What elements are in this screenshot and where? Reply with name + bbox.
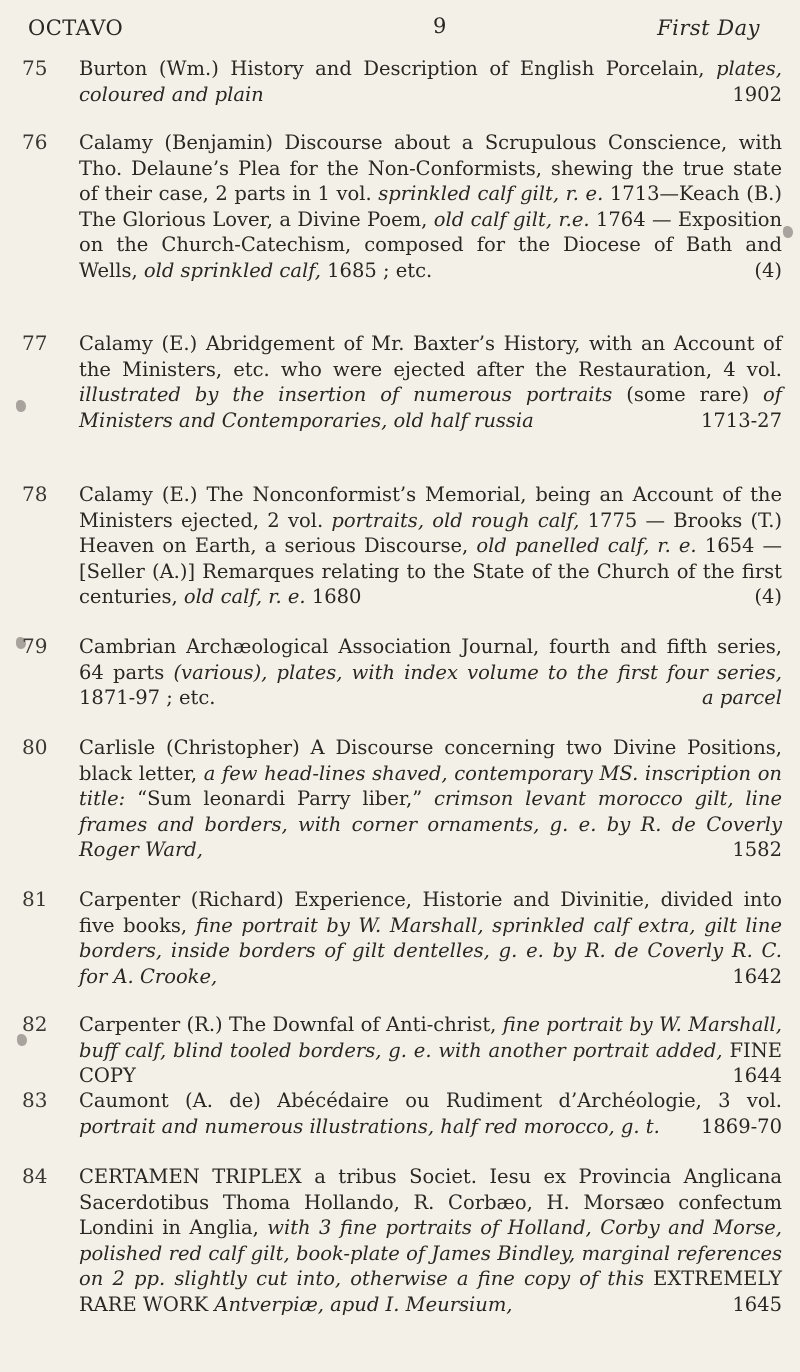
entry-author: Calamy (E.) <box>79 483 198 506</box>
entry-description: portraits, old rough calf, <box>331 508 580 532</box>
entry-author: Carpenter (R.) <box>79 1013 223 1036</box>
entry-title: The Nonconformist’s Memorial, being an Account of the Ministers ejected, 2 vol. <box>79 483 783 532</box>
sale-day: First Day <box>657 16 760 40</box>
lot-number: 78 <box>22 482 48 506</box>
entry-title: fourth and fifth series, 64 parts <box>79 635 782 684</box>
lot-number: 79 <box>22 634 48 658</box>
entry-description: of Ministers and Contemporaries, old half russia <box>79 383 782 432</box>
catalogue-entry-79 <box>22 634 782 711</box>
entry-author: CERTAMEN TRIPLEX <box>79 1165 302 1188</box>
entry-description: old sprinkled calf, <box>143 258 321 282</box>
entry-description: (various), plates, with index volume to the first four series, <box>173 660 782 684</box>
catalogue-entry-81 <box>22 887 782 989</box>
page-number: 9 <box>433 14 447 38</box>
entry-author: Carlisle (Christopher) <box>79 736 300 759</box>
entry-description: fine portrait by W. Marshall, sprinkled calf extra, gilt line borders, inside borders of gilt dentelles, g. e. by R. de Coverly <box>79 913 783 962</box>
printer: R. C. for A. Crooke, <box>79 939 782 988</box>
entry-date: 1713-27 <box>700 408 782 432</box>
entry-author: Caumont (A. de) <box>79 1089 261 1112</box>
entry-description: old calf, r. e. <box>183 585 306 608</box>
lot-number: 84 <box>22 1164 48 1188</box>
lot-number: 77 <box>22 331 48 355</box>
header-format: OCTAVO <box>28 16 124 40</box>
entry-text: 1775 — Brooks (T.) Heaven on Earth, a serious Discourse, <box>79 508 782 557</box>
entry-description: a few head-lines shaved, contemporary MS. inscription on title: <box>79 761 782 810</box>
entry-description: fine portrait by W. Marshall, buff calf, blind tooled borders, g. e. with another portrait added, <box>79 1013 782 1062</box>
entry-description: old calf gilt, r.e. <box>433 207 590 231</box>
entry-text: (some rare) <box>626 383 750 406</box>
entry-title: a tribus Societ. Iesu ex Provincia Anglicana Sacerdotibus Thoma Hollando, R. Corbæo, H. Morsæo confectum Londini in Anglia, <box>79 1165 783 1239</box>
lot-count: (4) <box>754 258 782 282</box>
entry-description: illustrated by the insertion of numerous portraits <box>79 383 613 406</box>
entry-date: 1869-70 <box>700 1114 782 1138</box>
entry-text: 1654 — [Seller (A.)] Remarques relating to the State of the Church of the first centuries, <box>79 534 783 608</box>
condition-note: FINE COPY <box>79 1038 783 1087</box>
entry-author: Calamy (Benjamin) <box>79 131 274 154</box>
entry-text: 1764 — Exposition on the Church-Catechism, composed for the Diocese of Bath and Wells, <box>79 207 782 282</box>
entry-author: Burton (Wm.) <box>79 57 219 80</box>
entry-title: History and Description of English Porcelain, <box>230 57 705 80</box>
entry-date: 1680 <box>311 585 362 608</box>
entry-date: 1644 <box>732 1064 782 1087</box>
entry-date: 1642 <box>732 964 782 988</box>
entry-description: with 3 fine portraits of Holland, Corby and Morse, polished red calf gilt, book-plate of James Bindley, marginal references on 2 pp. slightly cut into, otherwise a fine copy of this <box>79 1216 782 1290</box>
entry-text: “Sum leonardi Parry liber,” <box>137 787 423 810</box>
entry-description: old panelled calf, r. e. <box>476 534 697 557</box>
entry-author: Carpenter (Richard) <box>79 888 284 911</box>
entry-description: plates, coloured and plain <box>79 57 783 106</box>
margin-speck <box>783 226 793 238</box>
entry-title: Abridgement of Mr. Baxter’s History, with an Account of the Ministers, etc. who were ejected after the Restauration, 4 vol. <box>79 332 782 381</box>
blackletter-note: black letter, <box>79 761 198 785</box>
entry-date: 1685 ; etc. <box>327 258 433 282</box>
entry-description: sprinkled calf gilt, r. e. <box>378 182 604 205</box>
catalogue-entry-83 <box>22 1088 782 1139</box>
entry-title: Experience, Historie and Divinitie, divided into five books, <box>79 888 783 937</box>
entry-author: Cambrian Archæological Association Journal, <box>79 635 540 658</box>
entry-title: The Downfal of Anti-christ, <box>229 1013 497 1036</box>
catalogue-entry-77 <box>22 331 782 433</box>
entry-date: 1645 <box>732 1292 782 1316</box>
printer: Roger Ward, <box>79 838 203 861</box>
page-header <box>28 16 760 46</box>
entry-title: Abécédaire ou Rudiment d’Archéologie, 3 vol. <box>277 1089 783 1112</box>
entry-title: A Discourse concerning two Divine Positions, <box>310 736 783 759</box>
lot-number: 80 <box>22 735 48 759</box>
entry-description: crimson levant morocco gilt, line frames and borders, with corner ornaments, g. e. by R. de Coverly <box>79 787 782 836</box>
lot-number: 83 <box>22 1088 48 1112</box>
lot-number: 76 <box>22 130 48 154</box>
catalogue-entry-75 <box>22 56 782 107</box>
lot-count: a parcel <box>702 686 782 709</box>
entry-date: 1871-97 ; etc. <box>79 686 216 709</box>
catalogue-entry-84 <box>22 1164 782 1317</box>
catalogue-entry-82 <box>22 1012 782 1089</box>
entry-author: Calamy (E.) <box>79 332 198 355</box>
condition-note: EXTREMELY RARE WORK <box>79 1267 782 1316</box>
entry-date: 1902 <box>732 82 782 106</box>
catalogue-entry-80 <box>22 735 782 863</box>
catalogue-entry-78 <box>22 482 782 610</box>
lot-count: (4) <box>754 585 782 608</box>
entry-text: 1713—Keach (B.) The Glorious Lover, a Divine Poem, <box>79 182 782 231</box>
catalogue-entry-76 <box>22 130 782 283</box>
lot-number: 82 <box>22 1012 48 1036</box>
lot-number: 75 <box>22 56 48 80</box>
entry-title: Discourse about a Scrupulous Conscience, with Tho. Delaune’s Plea for the Non-Conformists, shewing the true state of their case, 2 parts in 1 vol. <box>79 131 783 205</box>
entry-date: 1582 <box>732 838 782 861</box>
imprint: Antverpiæ, apud I. Meursium, <box>214 1292 513 1316</box>
entry-description: portrait and numerous illustrations, half red morocco, g. t. <box>79 1114 660 1138</box>
lot-number: 81 <box>22 887 48 911</box>
